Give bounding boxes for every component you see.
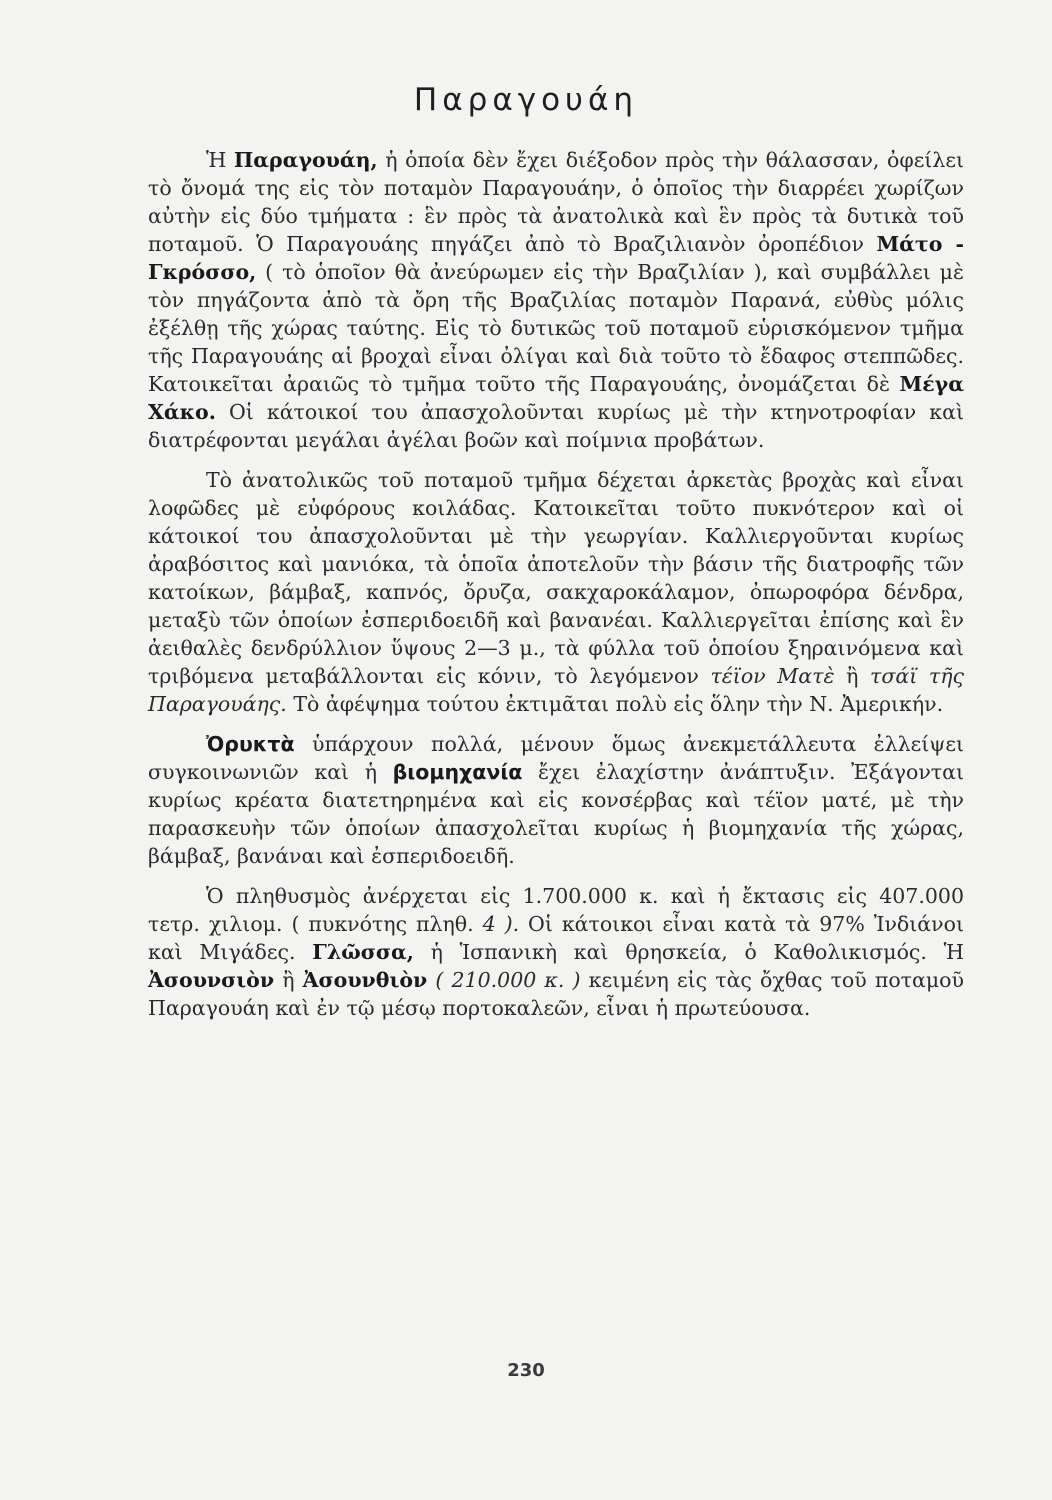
paragraph-1 <box>148 146 964 454</box>
bold-term: Ὀρυκτὰ <box>206 732 295 756</box>
bold-term: βιομηχανία <box>392 760 523 784</box>
text-run: ὑπάρχουν πολλά, μένουν ὅμως ἀνεκμετάλλευτα ἐλλείψει συγκοινωνιῶν καὶ ἡ <box>148 732 964 784</box>
text-run: Τὸ ἀφέψημα τούτου ἐκτιμᾶται πολὺ εἰς ὅλην τὴν Ν. Ἀμερικήν. <box>286 692 944 716</box>
bold-term: Ἀσουνθιὸν <box>302 968 428 992</box>
italic-term: τσάϊ τῆς Παραγουάης. <box>148 664 964 716</box>
paragraph-2 <box>148 466 964 718</box>
bold-term: Μάτο - Γκρόσσο, <box>148 232 964 284</box>
text-run: Ἡ <box>206 148 234 172</box>
text-run: ἡ ὁποία δὲν ἔχει διέξοδον πρὸς τὴν θάλασσαν, ὀφείλει τὸ ὄνομά της εἰς τὸν ποταμὸν Παραγουάην, ὁ ὁποῖος τὴν διαρρέει χωρίζων αὐτὴν εἰς δύο τμήματα : ἓν πρὸς τὰ ἀνατολικὰ καὶ ἓν πρὸς τὰ δυτικὰ τοῦ ποταμοῦ. Ὁ Παραγουάης πηγάζει ἀπὸ τὸ Βραζιλιανὸν ὀροπέδιον <box>148 148 964 256</box>
text-run: Οἱ κάτοικοί του ἀπασχολοῦνται κυρίως μὲ τὴν κτηνοτροφίαν καὶ διατρέφονται μεγάλαι ἀγέλαι βοῶν καὶ ποίμνια προβάτων. <box>148 400 964 452</box>
text-run: ἢ <box>834 664 871 688</box>
bold-term: Γλῶσσα, <box>312 940 414 964</box>
bold-term: Ἀσουνσιὸν <box>148 968 275 992</box>
page-title: Παραγουάη <box>413 82 639 118</box>
body-text <box>148 146 964 1034</box>
italic-term: τέϊον Ματὲ <box>710 664 835 688</box>
italic-term: ( 210.000 κ. ) <box>427 968 581 992</box>
text-run: κειμένη εἰς τὰς ὄχθας τοῦ ποταμοῦ Παραγουάη καὶ ἐν τῷ μέσῳ πορτοκαλεῶν, εἶναι ἡ πρωτεύουσα. <box>148 968 964 1020</box>
text-run: Οἱ κάτοικοι εἶναι κατὰ τὰ 97% Ἰνδιάνοι καὶ Μιγάδες. <box>148 912 964 964</box>
text-run: ἢ <box>274 968 303 992</box>
page-number: 230 <box>507 1360 545 1381</box>
text-run: ( τὸ ὁποῖον θὰ ἀνεύρωμεν εἰς τὴν Βραζιλίαν ), καὶ συμβάλλει μὲ τὸν πηγάζοντα ἀπὸ τὰ ὄρη τῆς Βραζιλίας ποταμὸν Παρανά, εὐθὺς μόλις ἐξέλθῃ τῆς χώρας ταύτης. Εἰς τὸ δυτικῶς τοῦ ποταμοῦ εὑρισκόμενον τμῆμα τῆς Παραγουάης αἱ βροχαὶ εἶναι ὀλίγαι καὶ διὰ τοῦτο τὸ ἔδαφος στεππῶδες. Κατοικεῖται ἀραιῶς τὸ τμῆμα τοῦτο τῆς Παραγουάης, ὀνομάζεται δὲ <box>148 260 964 396</box>
paragraph-3 <box>148 730 964 870</box>
bold-term: Παραγουάη, <box>233 148 378 172</box>
bold-term: Μέγα Χάκο. <box>148 372 964 424</box>
text-run: ἔχει ἐλαχίστην ἀνάπτυξιν. Ἐξάγονται κυρίως κρέατα διατετηρημένα καὶ εἰς κονσέρβας καὶ τέϊον ματέ, μὲ τὴν παρασκευὴν τῶν ὁποίων ἀπασχολεῖται κυρίως ἡ βιομηχανία τῆς χώρας, βάμβαξ, βανάναι καὶ ἐσπεριδοειδῆ. <box>148 760 964 868</box>
paragraph-4 <box>148 882 964 1022</box>
text-run: Τὸ ἀνατολικῶς τοῦ ποταμοῦ τμῆμα δέχεται ἀρκετὰς βροχὰς καὶ εἶναι λοφῶδες μὲ εὐφόρους κοιλάδας. Κατοικεῖται τοῦτο πυκνότερον καὶ οἱ κάτοικοί του ἀπασχολοῦνται μὲ τὴν γεωργίαν. Καλλιεργοῦνται κυρίως ἀραβόσιτος καὶ μανιόκα, τὰ ὁποῖα ἀποτελοῦν τὴν βάσιν τῆς διατροφῆς τῶν κατοίκων, βάμβαξ, καπνός, ὄρυζα, σακχαροκάλαμον, ὀπωροφόρα δένδρα, μεταξὺ τῶν ὁποίων ἐσπεριδοειδῆ καὶ βανανέαι. Καλλιεργεῖται ἐπίσης καὶ ἓν ἀειθαλὲς δενδρύλλιον ὕψους 2—3 μ., τὰ φύλλα τοῦ ὁποίου ξηραινόμενα καὶ τριβόμενα μεταβάλλονται εἰς κόνιν, τὸ λεγόμενον <box>148 468 964 688</box>
italic-term: 4 ). <box>482 912 520 936</box>
text-run: Ὁ πληθυσμὸς ἀνέρχεται εἰς 1.700.000 κ. καὶ ἡ ἔκτασις εἰς 407.000 τετρ. χιλιομ. ( πυκνότης πληθ. <box>148 884 964 936</box>
text-run: ἡ Ἱσπανικὴ καὶ θρησκεία, ὁ Καθολικισμός. Ἡ <box>413 940 964 964</box>
